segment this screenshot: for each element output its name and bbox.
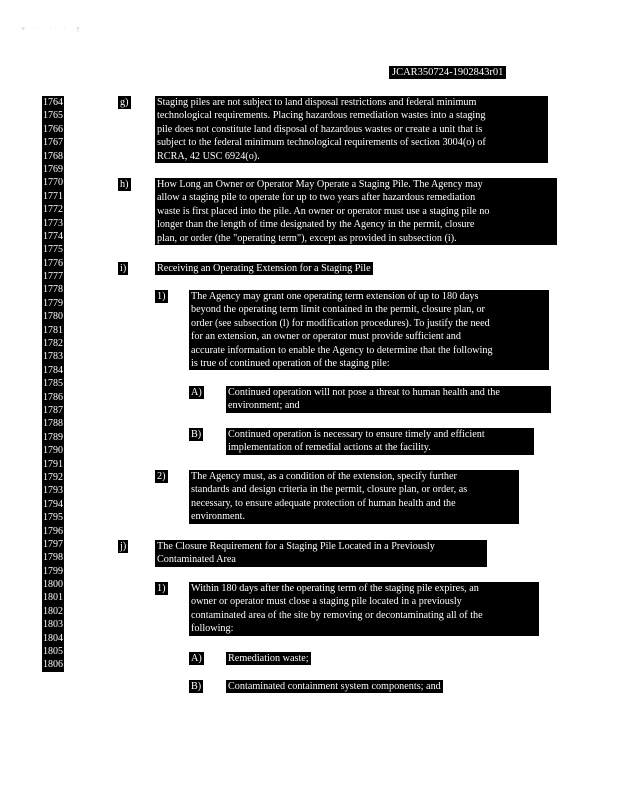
line-number: 1788 (43, 418, 63, 430)
section-i1-label: 1) (157, 291, 166, 302)
section-i1A-text (226, 386, 551, 413)
line-number: 1794 (43, 498, 63, 510)
line-number: 1783 (43, 351, 63, 363)
section-i1B-label: B) (191, 429, 202, 440)
text-line: subject to the federal minimum technological requirements of section 3004(o) of (157, 137, 486, 149)
line-number: 1777 (43, 271, 63, 283)
line-number: 1768 (43, 150, 63, 162)
document-id: JCAR350724-1902843r01 (389, 66, 506, 79)
text-line: Staging piles are not subject to land disposal restrictions and federal minimum (157, 97, 477, 108)
line-number: 1793 (43, 485, 63, 497)
line-number-column (42, 96, 64, 672)
line-number: 1772 (43, 204, 63, 216)
line-number: 1805 (43, 646, 63, 658)
text-line: necessary, to ensure adequate protection of human health and the (191, 497, 456, 509)
text-line: The Closure Requirement for a Staging Pile Located in a Previously (157, 541, 435, 552)
section-j-title (155, 540, 487, 567)
line-number: 1806 (43, 659, 63, 671)
line-number: 1773 (43, 217, 63, 229)
line-number: 1797 (43, 538, 63, 550)
section-j1-label: 1) (157, 583, 166, 594)
section-g-label: g) (120, 97, 129, 108)
line-number: 1778 (43, 284, 63, 296)
text-line: plan, or order (the "operating term"), except as provided in subsection (i). (157, 232, 457, 244)
line-number: 1770 (43, 177, 63, 189)
line-number: 1792 (43, 471, 63, 483)
line-number: 1769 (43, 163, 63, 175)
section-j1B-label: B) (191, 681, 202, 692)
section-i2-label: 2) (157, 471, 166, 482)
line-number: 1765 (43, 110, 63, 122)
section-i1B-text (226, 428, 534, 455)
text-line: waste is first placed into the pile. An owner or operator must use a staging pile no (157, 205, 490, 217)
text-line: Contaminated Area (157, 554, 236, 566)
line-number: 1795 (43, 512, 63, 524)
section-g-text (155, 96, 548, 163)
text-line: The Agency may grant one operating term extension of up to 180 days (191, 291, 479, 302)
section-j-label: j) (120, 541, 127, 552)
section-j1B-text: Contaminated containment system components; and (228, 681, 441, 692)
line-number: 1802 (43, 605, 63, 617)
text-line: pile does not constitute land disposal of hazardous wastes or create a unit that is (157, 123, 483, 135)
section-i1A-label: A) (191, 387, 202, 398)
section-i-label: i) (120, 263, 127, 274)
line-number: 1796 (43, 525, 63, 537)
section-i-title: Receiving an Operating Extension for a Staging Pile (157, 263, 371, 274)
text-line: implementation of remedial actions at the facility. (228, 442, 431, 454)
text-line: order (see subsection (l) for modification procedures). To justify the need (191, 317, 490, 329)
line-number: 1791 (43, 458, 63, 470)
line-number: 1775 (43, 244, 63, 256)
line-number: 1767 (43, 137, 63, 149)
line-number: 1789 (43, 431, 63, 443)
line-number: 1804 (43, 632, 63, 644)
section-j1A-label: A) (191, 653, 202, 664)
text-line: How Long an Owner or Operator May Operate a Staging Pile. The Agency may (157, 179, 483, 190)
text-line: owner or operator must close a staging pile located in a previously (191, 596, 462, 608)
section-j1A-text: Remediation waste; (228, 653, 309, 664)
line-number: 1786 (43, 391, 63, 403)
text-line: longer than the length of time designated by the Agency in the permit, closure (157, 219, 475, 231)
line-number: 1785 (43, 378, 63, 390)
line-number: 1776 (43, 257, 63, 269)
text-line: technological requirements. Placing hazardous remediation wastes into a staging (157, 110, 486, 122)
text-line: The Agency must, as a condition of the extension, specify further (191, 471, 457, 482)
text-line: beyond the operating term limit contained in the permit, closure plan, or (191, 304, 485, 316)
text-line: Continued operation is necessary to ensure timely and efficient (228, 429, 485, 440)
text-line: environment. (191, 511, 246, 523)
text-line: RCRA, 42 USC 6924(o). (157, 150, 260, 162)
text-line: allow a staging pile to operate for up to two years after hazardous remediation (157, 192, 476, 204)
line-number: 1771 (43, 190, 63, 202)
line-number: 1779 (43, 297, 63, 309)
text-line: Continued operation will not pose a threat to human health and the (228, 387, 500, 398)
line-number: 1781 (43, 324, 63, 336)
text-line: environment; and (228, 400, 300, 412)
text-line: following: (191, 623, 234, 635)
section-h-text (155, 178, 557, 245)
line-number: 1798 (43, 552, 63, 564)
line-number: 1780 (43, 311, 63, 323)
text-line: accurate information to enable the Agency to determine that the following (191, 344, 493, 356)
text-line: for an extension, an owner or operator must provide sufficient and (191, 331, 461, 343)
line-number: 1800 (43, 579, 63, 591)
line-number: 1766 (43, 123, 63, 135)
section-i2-text (189, 470, 519, 524)
text-line: Within 180 days after the operating term of the staging pile expires, an (191, 583, 479, 594)
scan-artifact: e · · · y (22, 26, 85, 32)
line-number: 1784 (43, 364, 63, 376)
line-number: 1801 (43, 592, 63, 604)
line-number: 1764 (43, 97, 63, 108)
text-line: contaminated area of the site by removing or decontaminating all of the (191, 609, 483, 621)
section-h-label: h) (120, 179, 129, 190)
line-number: 1799 (43, 565, 63, 577)
line-number: 1782 (43, 338, 63, 350)
line-number: 1787 (43, 404, 63, 416)
line-number: 1803 (43, 619, 63, 631)
line-number: 1774 (43, 230, 63, 242)
line-number: 1790 (43, 445, 63, 457)
section-j1-text (189, 582, 539, 636)
text-line: is true of continued operation of the staging pile: (191, 357, 390, 369)
text-line: standards and design criteria in the permit, closure plan, or order, as (191, 484, 468, 496)
section-i1-text (189, 290, 549, 370)
